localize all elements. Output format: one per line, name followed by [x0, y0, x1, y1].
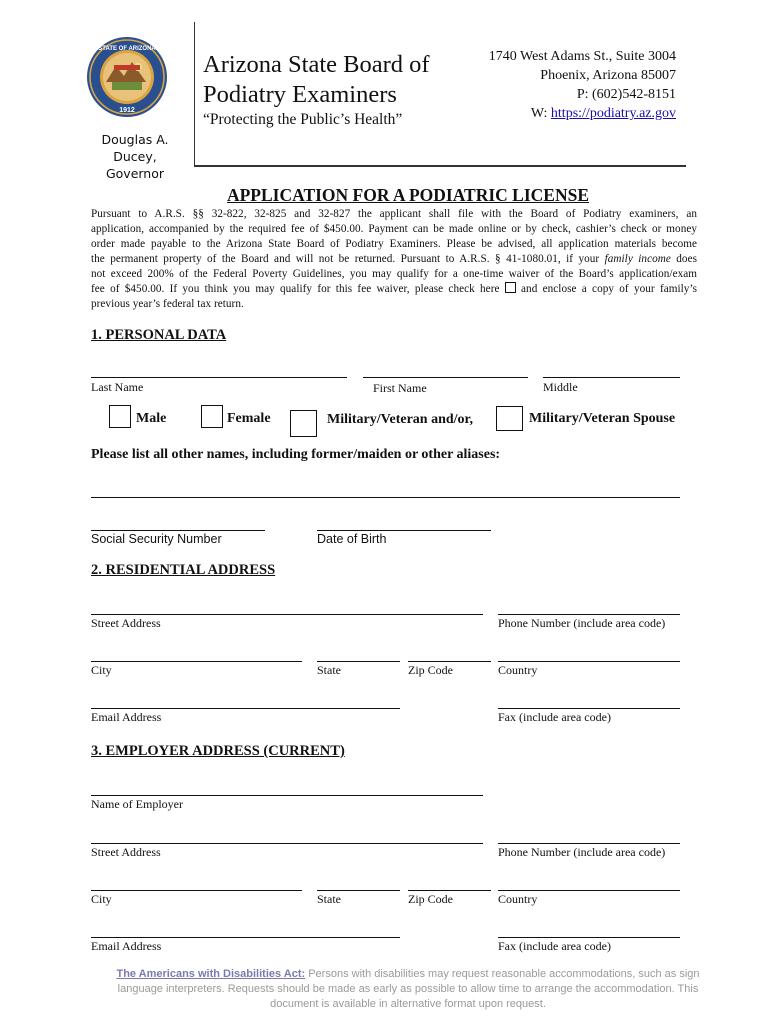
board-name: [203, 50, 430, 110]
svg-text:1912: 1912: [119, 107, 135, 114]
intro-line: previous year’s federal tax return.: [91, 298, 244, 310]
dob-field[interactable]: [317, 530, 491, 531]
address-line1: 1740 West Adams St., Suite 3004: [488, 49, 676, 64]
military-veteran-label: Military/Veteran and/or,: [327, 412, 473, 427]
governor-title: Governor: [105, 166, 165, 181]
male-checkbox[interactable]: [109, 405, 131, 428]
ada-footer: [0, 967, 770, 1012]
res-fax-field[interactable]: [498, 708, 680, 709]
phone-line: P: (602)542-8151: [576, 87, 676, 102]
fee-waiver-checkbox[interactable]: [505, 282, 516, 293]
res-city-field[interactable]: [91, 661, 302, 662]
military-veteran-checkbox[interactable]: [290, 410, 317, 437]
emp-zip-field[interactable]: [408, 890, 491, 891]
employer-name-label: Name of Employer: [91, 797, 183, 811]
intro-line: order made payable to the Arizona State Board of Podiatry Examiners. Please be advised, all application materials become: [91, 238, 697, 250]
emp-fax-label: Fax (include area code): [498, 939, 611, 953]
emp-city-label: City: [91, 892, 112, 906]
footer-line2: language interpreters. Requests should be made as early as possible to allow time to arrange the accommodation. This: [117, 983, 699, 995]
employer-name-field[interactable]: [91, 795, 483, 796]
first-name-label: First Name: [373, 381, 427, 395]
emp-country-field[interactable]: [498, 890, 680, 891]
board-name-line1: Arizona State Board of: [203, 51, 430, 78]
ada-link[interactable]: The Americans with Disabilities Act:: [116, 968, 306, 980]
res-zip-label: Zip Code: [408, 663, 453, 677]
emp-city-field[interactable]: [91, 890, 302, 891]
state-seal: [86, 36, 168, 118]
emp-country-label: Country: [498, 892, 538, 906]
intro-line: Pursuant to A.R.S. §§ 32-822, 32-825 and 32-827 the applicant shall file with the Board of Podiatry examiners, an: [91, 208, 697, 220]
address-line2: Phoenix, Arizona 85007: [540, 68, 676, 83]
res-zip-field[interactable]: [408, 661, 491, 662]
res-country-field[interactable]: [498, 661, 680, 662]
motto: “Protecting the Public’s Health”: [203, 111, 403, 128]
family-income-emphasis: family income: [604, 253, 671, 265]
emp-zip-label: Zip Code: [408, 892, 453, 906]
res-city-label: City: [91, 663, 112, 677]
ssn-field[interactable]: [91, 530, 265, 531]
intro-line: application, accompanied by the required fee of $450.00. Payment can be made online or by check, cashier’s check or money: [91, 223, 697, 235]
res-street-label: Street Address: [91, 616, 161, 630]
contact-block: [489, 47, 676, 123]
intro-line: not exceed 200% of the Federal Poverty Guidelines, you may qualify for a one-time waiver of the Board’s application/exam: [91, 268, 697, 280]
intro-paragraph: [91, 207, 697, 312]
military-spouse-label: Military/Veteran Spouse: [529, 411, 676, 426]
header-vertical-divider: [194, 22, 195, 167]
intro-line: the permanent property of the Board and will not be returned. Pursuant to A.R.S. § 41-1080.01, if your family income does: [91, 253, 697, 265]
emp-email-label: Email Address: [91, 939, 162, 953]
web-label: W:: [530, 106, 551, 121]
emp-state-field[interactable]: [317, 890, 400, 891]
res-street-field[interactable]: [91, 614, 483, 615]
form-title: APPLICATION FOR A PODIATRIC LICENSE: [226, 185, 590, 205]
res-email-label: Email Address: [91, 710, 162, 724]
res-country-label: Country: [498, 663, 538, 677]
governor-name: Douglas A. Ducey,: [101, 132, 169, 164]
emp-fax-field[interactable]: [498, 937, 680, 938]
military-spouse-checkbox[interactable]: [496, 406, 523, 431]
res-fax-label: Fax (include area code): [498, 710, 611, 724]
section-residential-address-heading: 2. RESIDENTIAL ADDRESS: [91, 562, 276, 578]
intro-line: fee of $450.00. If you think you may qualify for this fee waiver, please check here and enclose a copy of your family’s: [91, 283, 698, 295]
dob-label: Date of Birth: [317, 532, 387, 546]
last-name-field[interactable]: [91, 377, 347, 378]
female-checkbox[interactable]: [201, 405, 223, 428]
res-email-field[interactable]: [91, 708, 400, 709]
footer-line3: document is available in alternative format upon request.: [270, 998, 546, 1010]
section-employer-address-heading: 3. EMPLOYER ADDRESS (CURRENT): [91, 743, 345, 759]
middle-name-label: Middle: [543, 380, 578, 394]
male-label: Male: [136, 411, 167, 426]
ssn-label: Social Security Number: [91, 532, 222, 546]
website-link[interactable]: https://podiatry.az.gov: [550, 106, 676, 121]
seal-icon: [86, 36, 168, 118]
emp-state-label: State: [317, 892, 341, 906]
emp-street-field[interactable]: [91, 843, 483, 844]
web-line: [489, 104, 676, 123]
header-horizontal-divider: [194, 165, 686, 167]
footer-line1: The Americans with Disabilities Act: Persons with disabilities may request reasonable accommodations, such as sign: [116, 968, 700, 980]
emp-phone-label: Phone Number (include area code): [498, 845, 666, 859]
aliases-field[interactable]: [91, 497, 680, 498]
res-state-label: State: [317, 663, 341, 677]
emp-email-field[interactable]: [91, 937, 400, 938]
board-name-line2: Podiatry Examiners: [203, 81, 397, 108]
aliases-prompt: Please list all other names, including former/maiden or other aliases:: [91, 447, 501, 462]
last-name-label: Last Name: [91, 380, 144, 394]
first-name-field[interactable]: [363, 377, 528, 378]
governor-block: [80, 131, 190, 182]
svg-text:STATE OF ARIZONA: STATE OF ARIZONA: [98, 46, 156, 52]
res-phone-label: Phone Number (include area code): [498, 616, 666, 630]
section-personal-data-heading: 1. PERSONAL DATA: [91, 327, 227, 343]
emp-street-label: Street Address: [91, 845, 161, 859]
female-label: Female: [227, 411, 271, 426]
res-state-field[interactable]: [317, 661, 400, 662]
middle-name-field[interactable]: [543, 377, 680, 378]
emp-phone-field[interactable]: [498, 843, 680, 844]
res-phone-field[interactable]: [498, 614, 680, 615]
